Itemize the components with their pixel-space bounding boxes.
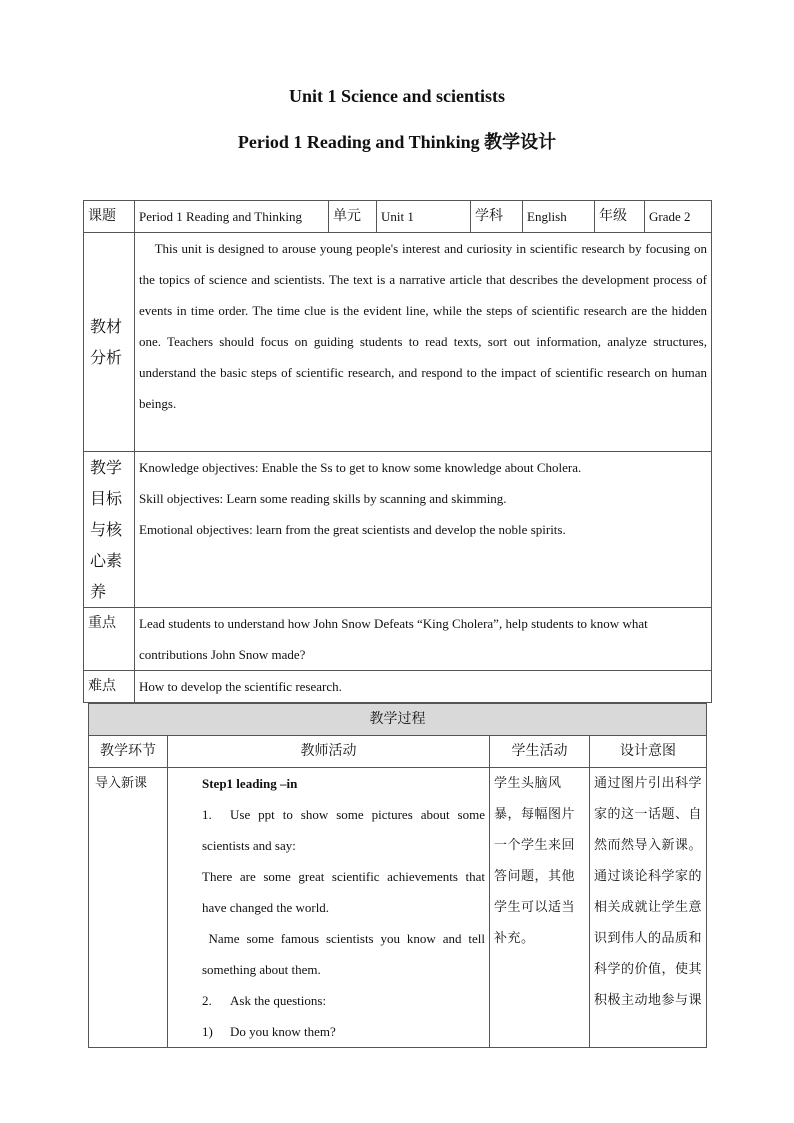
objectives-row: [84, 452, 712, 608]
process-columns-row: [89, 736, 707, 768]
teacher-item-2: [202, 985, 485, 1016]
question-1-number: 1): [202, 1024, 213, 1039]
teacher-item-1: [202, 799, 485, 861]
item-2-text: Ask the questions:: [230, 993, 327, 1008]
objectives-label-line2: 目标: [90, 489, 123, 508]
step-heading: Step1 leading –in: [202, 776, 298, 791]
key-point-text: Lead students to understand how John Snow Defeats “King Cholera”, help students to know what contributions John Snow made?: [135, 608, 712, 671]
subject-label: 学科: [471, 201, 523, 233]
objectives-text: [135, 452, 712, 608]
analysis-label: [84, 233, 135, 452]
lesson-meta-row: [84, 201, 712, 233]
analysis-label-line2: 分析: [90, 348, 123, 367]
design-intent-cell: 通过图片引出科学家的这一话题、自然而然导入新课。通过谈论科学家的相关成就让学生意识到伟人的品质和科学的价值，使其积极主动地参与课: [590, 768, 707, 1048]
unit-label: 单元: [329, 201, 377, 233]
grade-value: Grade 2: [645, 201, 712, 233]
teaching-process-table: [88, 703, 707, 1048]
teacher-activity-cell: [168, 768, 490, 1048]
unit-value: Unit 1: [377, 201, 471, 233]
teacher-line-a: There are some great scientific achievements that have changed the world.: [202, 869, 485, 915]
analysis-row: [84, 233, 712, 452]
process-header-row: [89, 704, 707, 736]
subject-value: English: [523, 201, 595, 233]
key-point-label: 重点: [84, 608, 135, 671]
key-point-row: [84, 608, 712, 671]
item-2-number: 2.: [202, 993, 212, 1008]
stage-cell: 导入新课: [89, 768, 168, 1048]
difficulty-text: How to develop the scientific research.: [135, 671, 712, 703]
lesson-info-table: [83, 200, 712, 703]
grade-label: 年级: [595, 201, 645, 233]
objectives-label-line4: 心素: [90, 551, 123, 570]
objectives-label: [84, 452, 135, 608]
document-subtitle: Period 1 Reading and Thinking 教学设计: [237, 132, 557, 152]
document-title: Unit 1 Science and scientists: [289, 86, 505, 106]
col-intent: 设计意图: [590, 736, 707, 768]
col-student: 学生活动: [490, 736, 590, 768]
item-1-number: 1.: [202, 807, 212, 822]
objectives-label-line5: 养: [90, 582, 107, 601]
item-1-text: Use ppt to show some pictures about some scientists and say:: [202, 807, 485, 853]
objectives-label-line1: 教学: [90, 458, 123, 477]
difficulty-row: [84, 671, 712, 703]
emotional-objective: Emotional objectives: learn from the great scientists and develop the noble spirits.: [139, 522, 566, 537]
process-row: [89, 768, 707, 1048]
skill-objective: Skill objectives: Learn some reading skills by scanning and skimming.: [139, 491, 507, 506]
teacher-question-1: [202, 1016, 485, 1047]
analysis-label-line1: 教材: [90, 317, 123, 336]
knowledge-objective: Knowledge objectives: Enable the Ss to get to know some knowledge about Cholera.: [139, 460, 582, 475]
teacher-line-b: Name some famous scientists you know and tell something about them.: [202, 931, 485, 977]
objectives-label-line3: 与核: [90, 520, 123, 539]
col-stage: 教学环节: [89, 736, 168, 768]
student-activity-cell: 学生头脑风暴，每幅图片一个学生来回答问题，其他学生可以适当补充。: [490, 768, 590, 1048]
process-header: 教学过程: [89, 704, 707, 736]
analysis-text: This unit is designed to arouse young people's interest and curiosity in scientific research by focusing on the topics of science and scientists. The text is a narrative article that describes the development process of events in time order. The time clue is the evident line, while the steps of scientific research are the hidden one. Teachers should focus on guiding students to read texts, sort out information, analyze structures, understand the basic steps of scientific research, and respond to the impact of scientific research on human beings.: [135, 233, 712, 452]
question-1-text: Do you know them?: [230, 1024, 336, 1039]
difficulty-label: 难点: [84, 671, 135, 703]
topic-label: 课题: [84, 201, 135, 233]
col-teacher: 教师活动: [168, 736, 490, 768]
topic-value: Period 1 Reading and Thinking: [135, 201, 329, 233]
